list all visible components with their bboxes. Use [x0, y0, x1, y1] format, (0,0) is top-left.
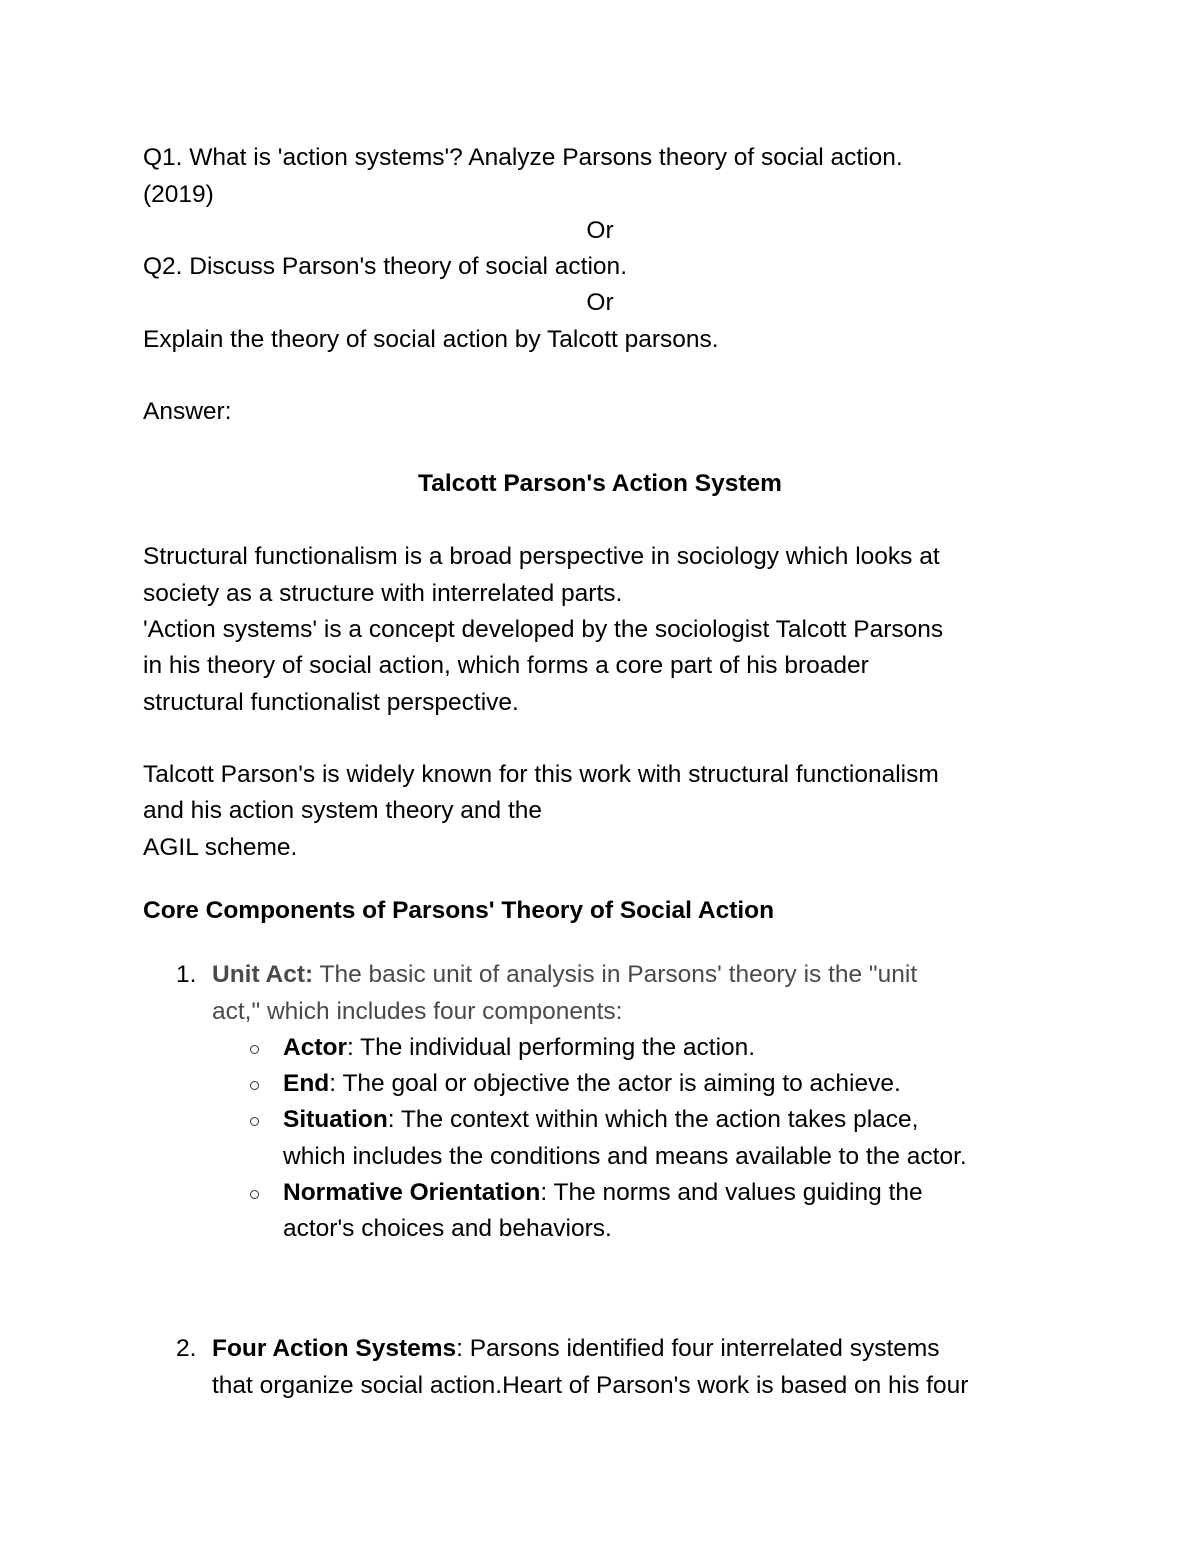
paragraph-2-line-2: and his action system theory and the	[143, 797, 543, 824]
list-number-1: 1.	[176, 961, 197, 988]
or-separator-1: Or	[586, 217, 614, 244]
paragraph-1-line-3: 'Action systems' is a concept developed by the sociologist Talcott Parsons	[143, 616, 944, 643]
sub-item-end	[283, 1069, 901, 1099]
list-item-1-line-1	[212, 960, 917, 990]
sub-item-situation-line-2: which includes the conditions and means available to the actor.	[283, 1143, 967, 1170]
sub-item-text: : The goal or objective the actor is aiming to achieve.	[329, 1070, 901, 1097]
question-1-line-1: Q1. What is 'action systems'? Analyze Parsons theory of social action.	[143, 144, 903, 171]
list-number-2: 2.	[176, 1335, 197, 1362]
answer-label: Answer:	[143, 398, 232, 425]
sub-item-actor	[283, 1033, 755, 1063]
sub-item-situation	[283, 1105, 918, 1135]
sub-item-text: : The context within which the action takes place,	[387, 1106, 919, 1133]
paragraph-1-line-4: in his theory of social action, which forms a core part of his broader	[143, 652, 869, 679]
sub-item-term: Actor	[283, 1034, 347, 1061]
sub-item-term: Situation	[283, 1106, 388, 1133]
question-3: Explain the theory of social action by Talcott parsons.	[143, 326, 719, 353]
paragraph-2-line-3: AGIL scheme.	[143, 834, 298, 861]
list-item-2-title: Four Action Systems	[212, 1335, 457, 1362]
sub-item-text: : The individual performing the action.	[346, 1034, 756, 1061]
question-1-year: (2019)	[143, 181, 214, 208]
hollow-circle-bullet-icon	[250, 1117, 259, 1126]
list-item-1-text: The basic unit of analysis in Parsons' theory is the "unit	[313, 961, 918, 988]
list-item-1-title: Unit Act:	[212, 961, 314, 988]
hollow-circle-bullet-icon	[250, 1190, 259, 1199]
hollow-circle-bullet-icon	[250, 1045, 259, 1054]
paragraph-2-line-1: Talcott Parson's is widely known for this work with structural functionalism	[143, 761, 939, 788]
paragraph-1-line-5: structural functionalist perspective.	[143, 689, 519, 716]
sub-item-normative	[283, 1178, 923, 1208]
paragraph-1-line-1: Structural functionalism is a broad perspective in sociology which looks at	[143, 543, 940, 570]
sub-item-normative-line-2: actor's choices and behaviors.	[283, 1215, 612, 1242]
question-2: Q2. Discuss Parson's theory of social action.	[143, 253, 627, 280]
list-item-2-line-2: that organize social action.Heart of Parson's work is based on his four	[212, 1372, 969, 1399]
sub-item-term: End	[283, 1070, 330, 1097]
sub-item-text: : The norms and values guiding the	[540, 1179, 923, 1206]
list-item-2-line-1	[212, 1334, 940, 1364]
list-item-2-text: : Parsons identified four interrelated systems	[456, 1335, 940, 1362]
paragraph-1-line-2: society as a structure with interrelated parts.	[143, 580, 623, 607]
section-heading: Core Components of Parsons' Theory of Social Action	[143, 897, 775, 924]
or-separator-2: Or	[586, 289, 614, 316]
sub-item-term: Normative Orientation	[283, 1179, 541, 1206]
hollow-circle-bullet-icon	[250, 1081, 259, 1090]
list-item-1-line-2: act," which includes four components:	[212, 998, 623, 1025]
main-heading: Talcott Parson's Action System	[418, 470, 782, 497]
